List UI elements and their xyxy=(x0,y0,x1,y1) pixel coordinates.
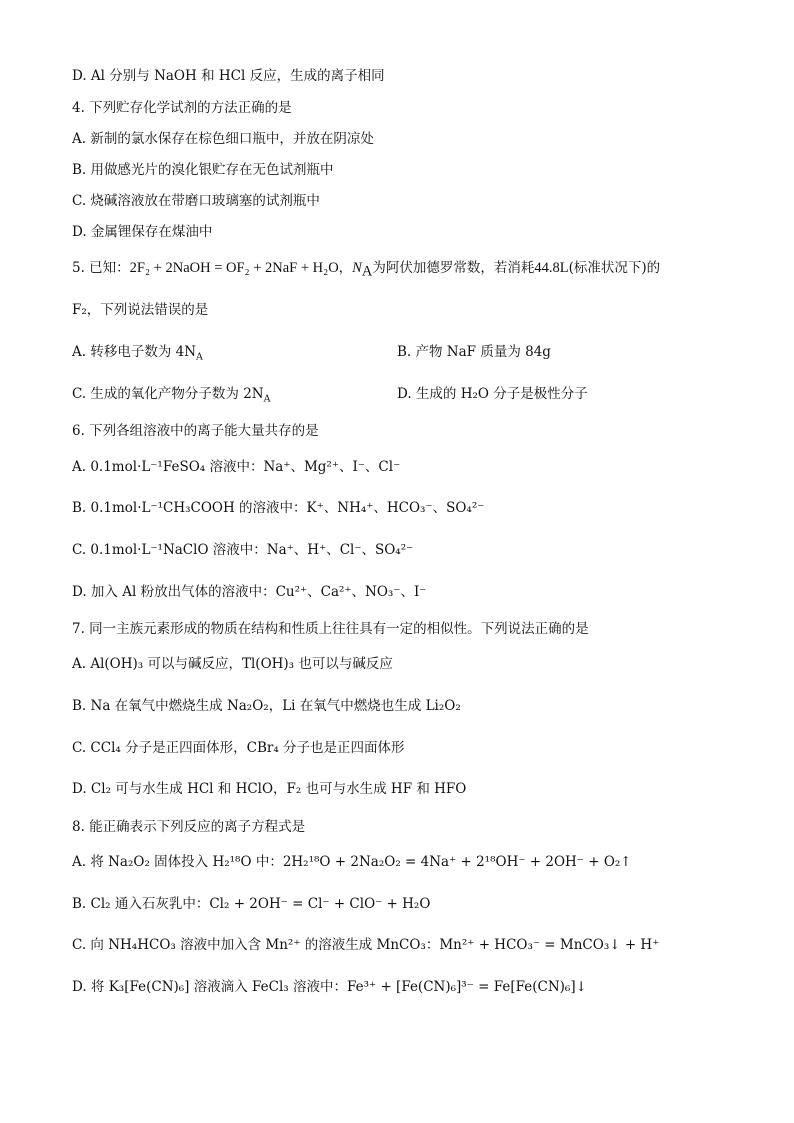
q5-mid: ， xyxy=(338,260,353,276)
q8-option-c: C. 向 NH₄HCO₃ 溶液中加入含 Mn²⁺ 的溶液生成 MnCO₃：Mn²⁺ + HCO₃⁻ = MnCO₃↓ + H⁺ xyxy=(72,937,660,953)
q7-option-c: C. CCl₄ 分子是正四面体形，CBr₄ 分子也是正四面体形 xyxy=(72,740,405,756)
q4-option-d: D. 金属锂保存在煤油中 xyxy=(72,224,213,240)
q5-option-c-sub: A xyxy=(263,393,271,405)
q5-option-d: D. 生成的 H₂O 分子是极性分子 xyxy=(397,386,588,402)
q4-stem: 4. 下列贮存化学试剂的方法正确的是 xyxy=(72,100,292,116)
q6-option-c: C. 0.1mol·L⁻¹NaClO 溶液中：Na⁺、H⁺、Cl⁻、SO₄²⁻ xyxy=(72,542,414,558)
q8-option-d: D. 将 K₃[Fe(CN)₆] 溶液滴入 FeCl₃ 溶液中：Fe³⁺ + [Fe(CN)₆]³⁻ = Fe[Fe(CN)₆]↓ xyxy=(72,979,587,995)
q5-prefix: 5. 已知： xyxy=(72,260,130,276)
q5-rest: 为阿伏加德罗常数，若消耗 xyxy=(372,260,535,276)
q6-option-b: B. 0.1mol·L⁻¹CH₃COOH 的溶液中：K⁺、NH₄⁺、HCO₃⁻、SO₄²⁻ xyxy=(72,500,485,516)
q5-option-a-text: A. 转移电子数为 4N xyxy=(72,344,197,360)
q5-na: N xyxy=(352,260,362,276)
q5-option-c xyxy=(72,384,271,404)
q6-option-a: A. 0.1mol·L⁻¹FeSO₄ 溶液中：Na⁺、Mg²⁺、I⁻、Cl⁻ xyxy=(72,459,401,475)
q5-option-a-sub: A xyxy=(196,351,203,363)
q8-option-b: B. Cl₂ 通入石灰乳中：Cl₂ + 2OH⁻ = Cl⁻ + ClO⁻ + H₂O xyxy=(72,896,431,912)
q4-option-b: B. 用做感光片的溴化银贮存在无色试剂瓶中 xyxy=(72,162,334,178)
q5-equation: 2F₂ + 2NaOH = OF₂ + 2NaF + H₂O xyxy=(129,260,339,276)
q8-stem: 8. 能正确表示下列反应的离子方程式是 xyxy=(72,819,306,835)
q5-option-b: B. 产物 NaF 质量为 84g xyxy=(397,344,551,360)
q5-volume: 44.8L xyxy=(534,260,569,276)
q7-option-b: B. Na 在氧气中燃烧生成 Na₂O₂，Li 在氧气中燃烧也生成 Li₂O₂ xyxy=(72,698,461,714)
q7-option-d: D. Cl₂ 可与水生成 HCl 和 HClO，F₂ 也可与水生成 HF 和 HFO xyxy=(72,781,467,797)
q7-stem: 7. 同一主族元素形成的物质在结构和性质上往往具有一定的相似性。下列说法正确的是 xyxy=(72,621,589,637)
q5-option-c-text: C. 生成的氧化产物分子数为 2N xyxy=(72,386,264,402)
q5-stem-line1 xyxy=(72,258,660,278)
q6-option-d: D. 加入 Al 粉放出气体的溶液中：Cu²⁺、Ca²⁺、NO₃⁻、I⁻ xyxy=(72,584,427,600)
q4-option-c: C. 烧碱溶液放在带磨口玻璃塞的试剂瓶中 xyxy=(72,193,320,209)
q5-option-a xyxy=(72,342,203,362)
q5-na-sub: A xyxy=(361,263,373,280)
q4-option-a: A. 新制的氯水保存在棕色细口瓶中，并放在阴凉处 xyxy=(72,131,374,147)
q3-option-d: D. Al 分别与 NaOH 和 HCl 反应，生成的离子相同 xyxy=(72,68,385,84)
q7-option-a: A. Al(OH)₃ 可以与碱反应，Tl(OH)₃ 也可以与碱反应 xyxy=(72,656,393,672)
q8-option-a: A. 将 Na₂O₂ 固体投入 H₂¹⁸O 中：2H₂¹⁸O + 2Na₂O₂ = 4Na⁺ + 2¹⁸OH⁻ + 2OH⁻ + O₂↑ xyxy=(72,854,632,870)
q5-stem-line2: F₂，下列说法错误的是 xyxy=(72,302,209,318)
q6-stem: 6. 下列各组溶液中的离子能大量共存的是 xyxy=(72,423,319,439)
q5-tail: (标准状况下)的 xyxy=(568,260,661,276)
